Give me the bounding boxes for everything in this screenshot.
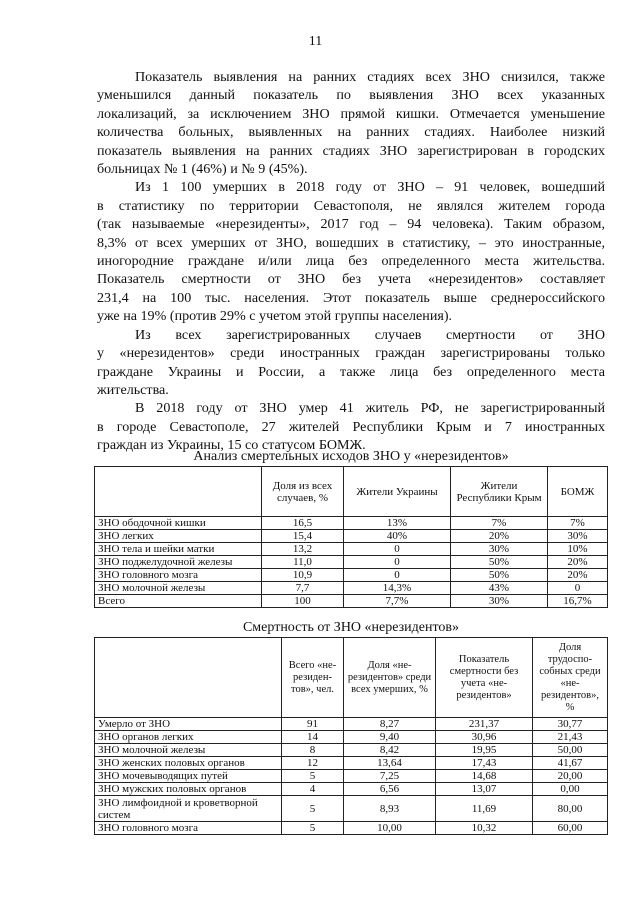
value-cell: 20,00 xyxy=(533,770,608,783)
table-header-cell: Показатель смертности без учета «не-резидентов» xyxy=(436,638,533,718)
value-cell: 231,37 xyxy=(436,718,533,731)
paragraph-line: показатель выявления на ранних стадиях ЗНО зарегистрирован в городских xyxy=(97,142,605,159)
value-cell: 7,7% xyxy=(344,595,451,608)
table-row xyxy=(95,530,608,543)
value-cell: 10,00 xyxy=(344,822,436,835)
paragraph-line: 8,3% от всех умерших от ЗНО, вошедших в статистику, – это иностранные, xyxy=(97,234,605,251)
table-header-cell xyxy=(95,467,262,517)
value-cell: 30% xyxy=(451,543,548,556)
row-label-cell: ЗНО легких xyxy=(95,530,262,543)
value-cell: 20% xyxy=(548,556,608,569)
value-cell: 15,4 xyxy=(262,530,344,543)
body-paragraph xyxy=(97,326,605,400)
row-label-cell: ЗНО головного мозга xyxy=(95,569,262,582)
row-label-cell: ЗНО мужских половых органов xyxy=(95,783,282,796)
value-cell: 60,00 xyxy=(533,822,608,835)
table-row xyxy=(95,770,608,783)
paragraph-line: (так называемые «нерезиденты», 2017 год – 94 человека). Таким образом, xyxy=(97,216,605,233)
value-cell: 11,69 xyxy=(436,796,533,822)
value-cell: 16,5 xyxy=(262,517,344,530)
paragraph-line: Показатель смертности от ЗНО без учета «нерезидентов» составляет xyxy=(97,271,605,288)
paragraph-line: граждан из Украины, 15 со статусом БОМЖ. xyxy=(97,437,366,454)
page-number: 11 xyxy=(308,34,323,49)
table-header-row xyxy=(95,638,608,718)
value-cell: 10,32 xyxy=(436,822,533,835)
row-label-cell: Умерло от ЗНО xyxy=(95,718,282,731)
value-cell: 16,7% xyxy=(548,595,608,608)
row-label-cell: ЗНО ободочной кишки xyxy=(95,517,262,530)
table-row xyxy=(95,569,608,582)
paragraph-line: В 2018 году от ЗНО умер 41 житель РФ, не зарегистрированный xyxy=(135,400,605,417)
row-label-cell: ЗНО молочной железы xyxy=(95,582,262,595)
value-cell: 13,64 xyxy=(344,757,436,770)
value-cell: 0 xyxy=(344,543,451,556)
nonresident-mortality-table xyxy=(94,637,608,835)
value-cell: 13,2 xyxy=(262,543,344,556)
table-row xyxy=(95,757,608,770)
value-cell: 10,9 xyxy=(262,569,344,582)
value-cell: 5 xyxy=(282,822,344,835)
value-cell: 50% xyxy=(451,556,548,569)
value-cell: 0 xyxy=(548,582,608,595)
table-row xyxy=(95,582,608,595)
nonresident-deaths-analysis-table xyxy=(94,466,608,608)
paragraph-line: Из всех зарегистрированных случаев смертности от ЗНО xyxy=(135,326,605,343)
paragraph-line: 231,4 на 100 тыс. населения. Этот показатель выше среднероссийского xyxy=(97,289,605,306)
value-cell: 30% xyxy=(548,530,608,543)
paragraph-line: уменьшился данный показатель по выявления ЗНО всех указанных xyxy=(97,87,605,104)
value-cell: 50% xyxy=(451,569,548,582)
table-header-cell: Доля «не-резидентов» среди всех умерших, % xyxy=(344,638,436,718)
table-row xyxy=(95,543,608,556)
table-row xyxy=(95,744,608,757)
value-cell: 41,67 xyxy=(533,757,608,770)
value-cell: 20% xyxy=(548,569,608,582)
value-cell: 14,3% xyxy=(344,582,451,595)
value-cell: 7% xyxy=(548,517,608,530)
value-cell: 43% xyxy=(451,582,548,595)
body-text xyxy=(97,68,605,455)
value-cell: 40% xyxy=(344,530,451,543)
value-cell: 7,7 xyxy=(262,582,344,595)
value-cell: 0 xyxy=(344,569,451,582)
value-cell: 5 xyxy=(282,770,344,783)
value-cell: 7% xyxy=(451,517,548,530)
value-cell: 13,07 xyxy=(436,783,533,796)
value-cell: 7,25 xyxy=(344,770,436,783)
table-header-cell: Жители Украины xyxy=(344,467,451,517)
row-label-cell: ЗНО лимфоидной и кроветворной систем xyxy=(95,796,282,822)
value-cell: 13% xyxy=(344,517,451,530)
value-cell: 8 xyxy=(282,744,344,757)
paragraph-line: количества больных, выявленных на ранних стадиях. Наиболее низкий xyxy=(97,124,605,141)
value-cell: 30,77 xyxy=(533,718,608,731)
row-label-cell: ЗНО органов легких xyxy=(95,731,282,744)
row-label-cell: ЗНО головного мозга xyxy=(95,822,282,835)
body-paragraph xyxy=(97,178,605,325)
paragraph-line: у «нерезидентов» среди иностранных граждан зарегистрированы только xyxy=(97,345,605,362)
paragraph-line: Из 1 100 умерших в 2018 году от ЗНО – 91 человек, вошедший xyxy=(135,179,605,196)
row-label-cell: ЗНО поджелудочной железы xyxy=(95,556,262,569)
value-cell: 14,68 xyxy=(436,770,533,783)
value-cell: 9,40 xyxy=(344,731,436,744)
value-cell: 100 xyxy=(262,595,344,608)
paragraph-line: в статистику по территории Севастополя, не являлся жителем города xyxy=(97,197,605,214)
row-label-cell: ЗНО женских половых органов xyxy=(95,757,282,770)
body-paragraph xyxy=(97,68,605,178)
value-cell: 4 xyxy=(282,783,344,796)
row-label-cell: ЗНО молочной железы xyxy=(95,744,282,757)
table-row xyxy=(95,783,608,796)
table-row xyxy=(95,718,608,731)
paragraph-line: в городе Севастополе, 27 жителей Республики Крым и 7 иностранных xyxy=(97,418,605,435)
value-cell: 11,0 xyxy=(262,556,344,569)
value-cell: 21,43 xyxy=(533,731,608,744)
value-cell: 6,56 xyxy=(344,783,436,796)
table-header-row xyxy=(95,467,608,517)
value-cell: 30% xyxy=(451,595,548,608)
value-cell: 8,42 xyxy=(344,744,436,757)
value-cell: 5 xyxy=(282,796,344,822)
paragraph-line: жительства. xyxy=(97,381,169,398)
paragraph-line: уже на 19% (против 29% с учетом этой группы населения). xyxy=(97,308,453,325)
table-row xyxy=(95,517,608,530)
value-cell: 0,00 xyxy=(533,783,608,796)
paragraph-line: больницах № 1 (46%) и № 9 (45%). xyxy=(97,161,308,178)
table-header-cell: БОМЖ xyxy=(548,467,608,517)
value-cell: 19,95 xyxy=(436,744,533,757)
value-cell: 14 xyxy=(282,731,344,744)
value-cell: 0 xyxy=(344,556,451,569)
table2-title: Смертность от ЗНО «нерезидентов» xyxy=(242,620,460,635)
body-paragraph xyxy=(97,399,605,454)
table-row xyxy=(95,595,608,608)
value-cell: 17,43 xyxy=(436,757,533,770)
table-header-cell: Доля трудоспо-собных среди «не-резидентов», % xyxy=(533,638,608,718)
table-row xyxy=(95,796,608,822)
table-row xyxy=(95,822,608,835)
paragraph-line: Показатель выявления на ранних стадиях всех ЗНО снизился, также xyxy=(135,69,605,85)
value-cell: 50,00 xyxy=(533,744,608,757)
value-cell: 80,00 xyxy=(533,796,608,822)
value-cell: 30,96 xyxy=(436,731,533,744)
row-label-cell: ЗНО мочевыводящих путей xyxy=(95,770,282,783)
paragraph-line: граждане Украины и России, а также лица без определенного места xyxy=(97,363,605,380)
table-row xyxy=(95,556,608,569)
row-label-cell: Всего xyxy=(95,595,262,608)
table1-title: Анализ смертельных исходов ЗНО у «нерезидентов» xyxy=(193,449,509,464)
value-cell: 10% xyxy=(548,543,608,556)
table-header-cell: Жители Республики Крым xyxy=(451,467,548,517)
value-cell: 8,27 xyxy=(344,718,436,731)
row-label-cell: ЗНО тела и шейки матки xyxy=(95,543,262,556)
table-header-cell: Всего «не-резиден-тов», чел. xyxy=(282,638,344,718)
value-cell: 12 xyxy=(282,757,344,770)
value-cell: 91 xyxy=(282,718,344,731)
table-header-cell xyxy=(95,638,282,718)
table-row xyxy=(95,731,608,744)
paragraph-line: иногородние граждане и/или лица без определенного места жительства. xyxy=(97,253,605,270)
paragraph-line: локализаций, за исключением ЗНО прямой кишки. Отмечается уменьшение xyxy=(97,105,605,122)
value-cell: 20% xyxy=(451,530,548,543)
value-cell: 8,93 xyxy=(344,796,436,822)
table-header-cell: Доля из всех случаев, % xyxy=(262,467,344,517)
